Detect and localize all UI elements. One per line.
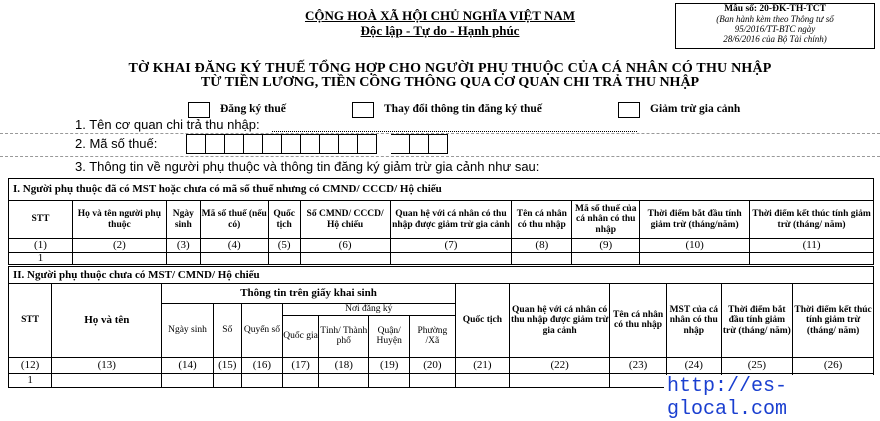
col-header: STT: [9, 284, 52, 358]
col-header: Ngày sinh: [162, 304, 213, 358]
col-number: (7): [390, 239, 512, 253]
watermark-link[interactable]: http://es-glocal.com: [664, 375, 880, 421]
tax-digit-box[interactable]: [225, 134, 244, 154]
change-checkbox[interactable]: [352, 102, 374, 118]
table-cell[interactable]: [640, 253, 750, 265]
col-number: (3): [166, 239, 200, 253]
table-cell[interactable]: [610, 373, 667, 387]
col-header: Họ và tên: [52, 284, 162, 358]
col-number: (20): [410, 357, 455, 373]
table-cell[interactable]: [319, 373, 369, 387]
tax-digit-box[interactable]: [358, 134, 377, 154]
table-cell[interactable]: [52, 373, 162, 387]
tax-digit-box[interactable]: [429, 134, 448, 154]
table-cell[interactable]: [200, 253, 268, 265]
payer-org-input[interactable]: [272, 130, 637, 132]
col-number: (10): [640, 239, 750, 253]
table-cell[interactable]: [572, 253, 640, 265]
table-cell[interactable]: [268, 253, 300, 265]
col-number: (19): [369, 357, 410, 373]
col-header: Số: [213, 304, 241, 358]
col-number: (13): [52, 357, 162, 373]
col-header: Thông tin trên giấy khai sinh: [162, 284, 455, 304]
col-number: (9): [572, 239, 640, 253]
table-cell[interactable]: [455, 373, 510, 387]
table-cell[interactable]: [162, 373, 213, 387]
form-code: Mẫu số: 20-ĐK-TH-TCT: [724, 4, 826, 14]
col-number: (14): [162, 357, 213, 373]
form-info-box: [675, 3, 875, 49]
tax-code-boxes[interactable]: [186, 134, 448, 154]
table-cell[interactable]: [390, 253, 512, 265]
tax-code-label: 2. Mã số thuế:: [75, 136, 158, 151]
form-title-line2: TỪ TIỀN LƯƠNG, TIỀN CÔNG THÔNG QUA CƠ QUAN CHI TRẢ THU NHẬP: [200, 75, 700, 90]
col-number: (25): [721, 357, 793, 373]
col-header: Tỉnh/ Thành phố: [319, 315, 369, 357]
col-header: Mã số thuế (nếu có): [200, 201, 268, 239]
form-note-3: 28/6/2016 của Bộ Tài chính): [723, 34, 827, 44]
col-header: Quốc tịch: [455, 284, 510, 358]
col-header: Thời điểm bắt đầu tính giảm trừ (tháng/năm): [640, 201, 750, 239]
tax-digit-box[interactable]: [186, 134, 206, 154]
col-header: Quận/ Huyện: [369, 315, 410, 357]
motto-header: Độc lập - Tự do - Hạnh phúc: [360, 23, 520, 38]
col-number: (2): [72, 239, 166, 253]
table-cell[interactable]: [410, 373, 455, 387]
col-number: (8): [512, 239, 572, 253]
table-cell[interactable]: [510, 373, 610, 387]
col-number: (24): [667, 357, 722, 373]
col-header: Mã số thuế của cá nhân có thu nhập: [572, 201, 640, 239]
table-cell[interactable]: [282, 373, 318, 387]
section2-title: II. Người phụ thuộc chưa có MST/ CMND/ Hộ chiếu: [9, 267, 874, 284]
col-header: Phường /Xã: [410, 315, 455, 357]
table-cell[interactable]: [72, 253, 166, 265]
col-number: (23): [610, 357, 667, 373]
col-header: Quốc tịch: [268, 201, 300, 239]
col-header: Quan hệ với cá nhân có thu nhập được giảm trừ gia cảnh: [390, 201, 512, 239]
col-number: (26): [793, 357, 874, 373]
col-header: Số CMND/ CCCD/ Hộ chiếu: [300, 201, 390, 239]
col-header: Tên cá nhân có thu nhập: [610, 284, 667, 358]
tax-digit-box[interactable]: [320, 134, 339, 154]
tax-digit-box[interactable]: [282, 134, 301, 154]
section2-table: [8, 266, 874, 388]
register-checkbox[interactable]: [188, 102, 210, 118]
col-header: Quốc gia: [282, 315, 318, 357]
table-cell[interactable]: [300, 253, 390, 265]
col-header: MST của cá nhân có thu nhập: [667, 284, 722, 358]
table-cell[interactable]: [369, 373, 410, 387]
table-cell[interactable]: [166, 253, 200, 265]
col-number: (12): [9, 357, 52, 373]
col-number: (6): [300, 239, 390, 253]
form-note-2: 95/2016/TT-BTC ngày: [734, 24, 816, 34]
col-header: Thời điểm kết thúc tính giảm trừ (tháng/ năm): [793, 284, 874, 358]
section1-table: [8, 178, 874, 265]
col-number: (15): [213, 357, 241, 373]
col-number: (5): [268, 239, 300, 253]
tax-digit-box[interactable]: [301, 134, 320, 154]
deduction-label: Giảm trừ gia cảnh: [650, 103, 741, 115]
row-index: 1: [9, 253, 73, 265]
table-cell[interactable]: [750, 253, 874, 265]
divider: [0, 156, 880, 157]
tax-digit-box[interactable]: [244, 134, 263, 154]
col-number: (17): [282, 357, 318, 373]
deduction-checkbox[interactable]: [618, 102, 640, 118]
col-number: (21): [455, 357, 510, 373]
form-title-line1: TỜ KHAI ĐĂNG KÝ THUẾ TỔNG HỢP CHO NGƯỜI PHỤ THUỘC CỦA CÁ NHÂN CÓ THU NHẬP: [128, 61, 772, 76]
col-header: STT: [9, 201, 73, 239]
col-header: Họ và tên người phụ thuộc: [72, 201, 166, 239]
col-number: (11): [750, 239, 874, 253]
tax-digit-box[interactable]: [263, 134, 282, 154]
tax-digit-box[interactable]: [339, 134, 358, 154]
payer-org-label: 1. Tên cơ quan chi trả thu nhập:: [75, 117, 260, 132]
tax-digit-box[interactable]: [206, 134, 225, 154]
col-header: Quyển số: [241, 304, 282, 358]
table-cell[interactable]: [512, 253, 572, 265]
register-label: Đăng ký thuế: [220, 103, 286, 115]
form-note-1: (Ban hành kèm theo Thông tư số: [716, 14, 834, 24]
col-number: (1): [9, 239, 73, 253]
dependent-info-label: 3. Thông tin về người phụ thuộc và thông tin đăng ký giảm trừ gia cảnh như sau:: [75, 159, 540, 174]
table-cell[interactable]: [241, 373, 282, 387]
col-header: Ngày sinh: [166, 201, 200, 239]
col-number: (16): [241, 357, 282, 373]
col-header: Tên cá nhân có thu nhập: [512, 201, 572, 239]
tax-digit-box[interactable]: [391, 134, 410, 154]
col-number: (18): [319, 357, 369, 373]
section1-title: I. Người phụ thuộc đã có MST hoặc chưa có mã số thuế nhưng có CMND/ CCCD/ Hộ chiếu: [9, 179, 874, 201]
country-header: CỘNG HOÀ XÃ HỘI CHỦ NGHĨA VIỆT NAM: [304, 8, 576, 23]
col-header: Thời điểm bắt đầu tính giảm trừ (tháng/ năm): [721, 284, 793, 358]
change-label: Thay đổi thông tin đăng ký thuế: [384, 103, 542, 115]
col-number: (22): [510, 357, 610, 373]
col-number: (4): [200, 239, 268, 253]
col-header: Nơi đăng ký: [282, 304, 455, 316]
col-header: Thời điểm kết thúc tính giảm trừ (tháng/ năm): [750, 201, 874, 239]
table-cell[interactable]: [213, 373, 241, 387]
row-index: 1: [9, 373, 52, 387]
col-header: Quan hệ với cá nhân có thu nhập được giảm trừ gia cảnh: [510, 284, 610, 358]
tax-digit-box[interactable]: [410, 134, 429, 154]
